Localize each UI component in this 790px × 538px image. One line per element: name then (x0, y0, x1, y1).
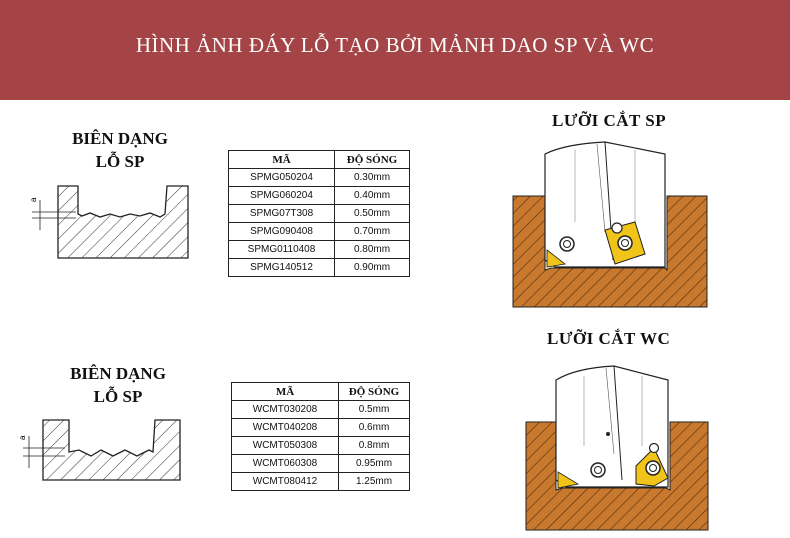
cutter-wc-title: LƯỠI CẮT WC (547, 329, 671, 348)
cutter-wc-diagram (518, 354, 718, 534)
table-row (229, 205, 410, 223)
table-row (229, 241, 410, 259)
hole-profile-shape (58, 186, 188, 258)
cell-code: SPMG0110408 (229, 241, 335, 259)
table-row (232, 437, 410, 455)
cell-code: SPMG050204 (229, 169, 335, 187)
hole-profile-shape (43, 420, 180, 480)
wc-spec-table (231, 382, 410, 491)
dim-label-a: a (29, 197, 38, 202)
cell-wave: 0.80mm (335, 241, 410, 259)
cell-code: SPMG140512 (229, 259, 335, 277)
cell-wave: 0.5mm (339, 401, 410, 419)
sp-spec-table (228, 150, 410, 277)
cell-code: WCMT080412 (232, 473, 339, 491)
cell-wave: 0.40mm (335, 187, 410, 205)
profile-sp-top-diagram (20, 178, 220, 278)
table-row (232, 455, 410, 473)
screw-top-icon (650, 444, 659, 453)
table-row (229, 223, 410, 241)
cell-code: SPMG07T308 (229, 205, 335, 223)
cutter-sp-title: LƯỠI CẮT SP (552, 111, 667, 130)
cell-wave: 0.90mm (335, 259, 410, 277)
cell-wave: 0.30mm (335, 169, 410, 187)
profile-sp-bottom-line2: LỖ SP (93, 387, 143, 406)
col-header-code: MÃ (229, 151, 335, 169)
profile-sp-bottom-title (38, 362, 198, 408)
table-row (232, 419, 410, 437)
col-header-code: MÃ (232, 383, 339, 401)
dim-label-a: a (18, 435, 27, 440)
profile-sp-top-line2: LỖ SP (95, 152, 145, 171)
cell-code: WCMT040208 (232, 419, 339, 437)
dot-mark (606, 432, 610, 436)
cell-wave: 0.8mm (339, 437, 410, 455)
col-header-wave: ĐỘ SÓNG (339, 383, 410, 401)
cell-wave: 0.95mm (339, 455, 410, 473)
table-row (229, 259, 410, 277)
cutter-sp-diagram (505, 132, 715, 312)
col-header-wave: ĐỘ SÓNG (335, 151, 410, 169)
table-row (229, 187, 410, 205)
profile-sp-bottom-diagram (15, 412, 215, 512)
profile-sp-top-line1: BIÊN DẠNG (72, 129, 168, 148)
cell-wave: 0.6mm (339, 419, 410, 437)
cell-code: WCMT060308 (232, 455, 339, 473)
table-row (232, 401, 410, 419)
cell-code: SPMG090408 (229, 223, 335, 241)
cell-wave: 0.50mm (335, 205, 410, 223)
cell-wave: 0.70mm (335, 223, 410, 241)
screw-top-icon (612, 223, 622, 233)
page-title: HÌNH ẢNH ĐÁY LỖ TẠO BỞI MẢNH DAO SP VÀ WC (135, 33, 655, 57)
cell-code: WCMT030208 (232, 401, 339, 419)
profile-sp-top-title (40, 127, 200, 173)
profile-sp-bottom-line1: BIÊN DẠNG (70, 364, 166, 383)
cell-wave: 1.25mm (339, 473, 410, 491)
header-banner (0, 0, 790, 100)
cell-code: SPMG060204 (229, 187, 335, 205)
cell-code: WCMT050308 (232, 437, 339, 455)
table-row (232, 473, 410, 491)
table-row (229, 169, 410, 187)
